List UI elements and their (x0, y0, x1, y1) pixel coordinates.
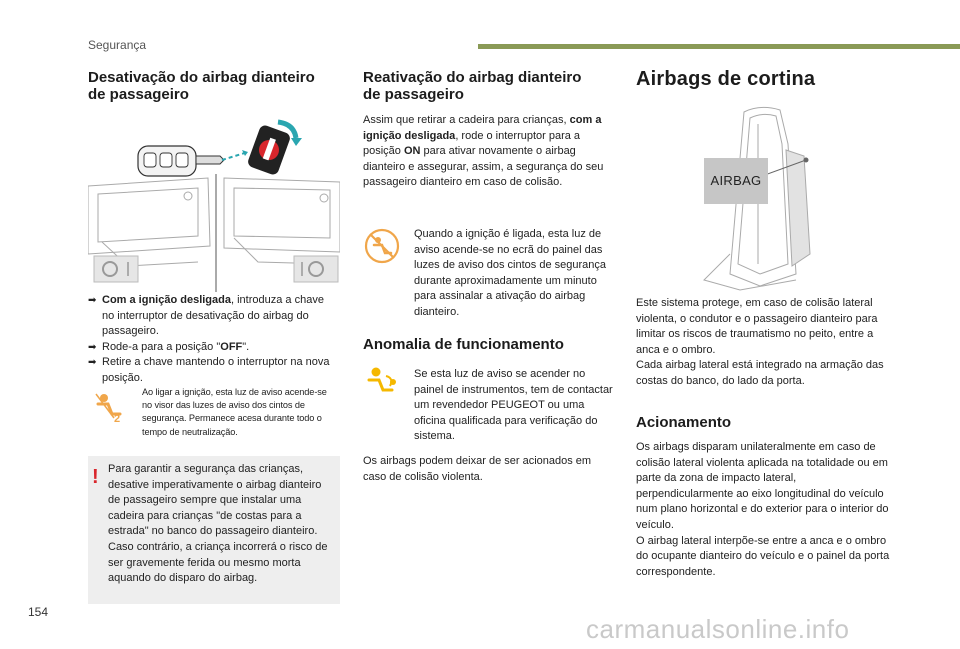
reactivation-title: Reativação do airbag dianteiro de passageiro (363, 69, 582, 103)
steering-wheel-left-icon (94, 256, 138, 282)
airbag-fault-icon (364, 366, 400, 400)
key-fob-icon (138, 146, 224, 176)
closing-note: Os airbags podem deixar de ser acionados em caso de colisão violenta. (363, 455, 592, 483)
header-rule (478, 44, 960, 49)
airbag-label: AIRBAG (710, 173, 762, 188)
deactivation-steps (88, 293, 338, 387)
deactivation-title: Desativação do airbag dianteiro de passageiro (88, 69, 315, 103)
step-3: ➡ Retire a chave mantendo o interruptor na nova posição. (88, 356, 330, 384)
watermark[interactable]: carmanualsonline.info (586, 614, 850, 644)
glovebox-key-illustration (88, 116, 340, 292)
step-2: ➡ Rode-a para a posição "OFF". (88, 340, 250, 353)
anomaly-text: Se esta luz de aviso se acender no painel de instrumentos, tem de contactar um revendedor PEUGEOT ou uma oficina qualificada para verificação do sistema. (414, 368, 613, 443)
dashboard-right-drawing (224, 178, 340, 264)
curtain-airbag-description: Este sistema protege, em caso de colisão lateral violenta, o condutor e o passageiro dianteiro para limitar os riscos de traumatismo no peito, entre a anca e o ombro. Cada airbag lateral está integrado na armação das costas do banco, do lado da porta. (636, 297, 884, 387)
warning-icon: ! (92, 466, 99, 488)
deactivation-note: Ao ligar a ignição, esta luz de aviso acende-se no visor das luzes de aviso dos cintos de segurança. Permanece acesa durante todo o tempo de neutralização. (142, 387, 327, 437)
reactivation-text: Assim que retirar a cadeira para crianças, com a ignição desligada, rode o interruptor para a posição ON para ativar novamente o airbag dianteiro e assegurar, assim, a segurança do seu passageiro dianteiro em caso de colisão. (363, 114, 604, 189)
activation-indicator-note: Quando a ignição é ligada, esta luz de aviso acende-se no ecrã do painel das luzes de aviso dos cintos de segurança durante aproximadamente um minuto para assinalar a ativação do airbag dianteiro. (414, 228, 607, 318)
section-label: Segurança (88, 38, 147, 52)
steering-wheel-right-icon (294, 256, 338, 282)
activation-text: Os airbags disparam unilateralmente em caso de colisão lateral violenta aplicada na totalidade ou em parte da zona de impacto lateral, perpendicularmente ao eixo longitudinal do veículo num plano horizontal e do exterior para o interior do veículo. O airbag lateral interpõe-se entre a anca e o ombro do ocupante dianteiro do veículo e o painel da porta correspondente. (636, 441, 890, 578)
dashboard-left-drawing (88, 178, 210, 266)
anomaly-title: Anomalia de funcionamento (363, 336, 564, 353)
passenger-airbag-off-icon (92, 390, 126, 424)
step-1: ➡ Com a ignição desligada, introduza a chave no interruptor de desativação do airbag do passageiro. (88, 294, 324, 338)
page-number: 154 (28, 605, 49, 619)
child-safety-warning: Para garantir a segurança das crianças, desative imperativamente o airbag dianteiro de passageiro sempre que instalar uma cadeira para crianças "de costas para a estrada" no banco do passageiro dianteiro. Caso contrário, a criança incorrerá o risco de ser gravemente ferida ou mesmo morta aquando do disparo do airbag. (108, 463, 328, 585)
svg-text:2: 2 (114, 413, 121, 424)
curtain-airbags-title: Airbags de cortina (636, 68, 816, 90)
airbag-active-icon (364, 228, 400, 264)
activation-title: Acionamento (636, 414, 732, 431)
airbag-switch-icon (246, 122, 302, 176)
